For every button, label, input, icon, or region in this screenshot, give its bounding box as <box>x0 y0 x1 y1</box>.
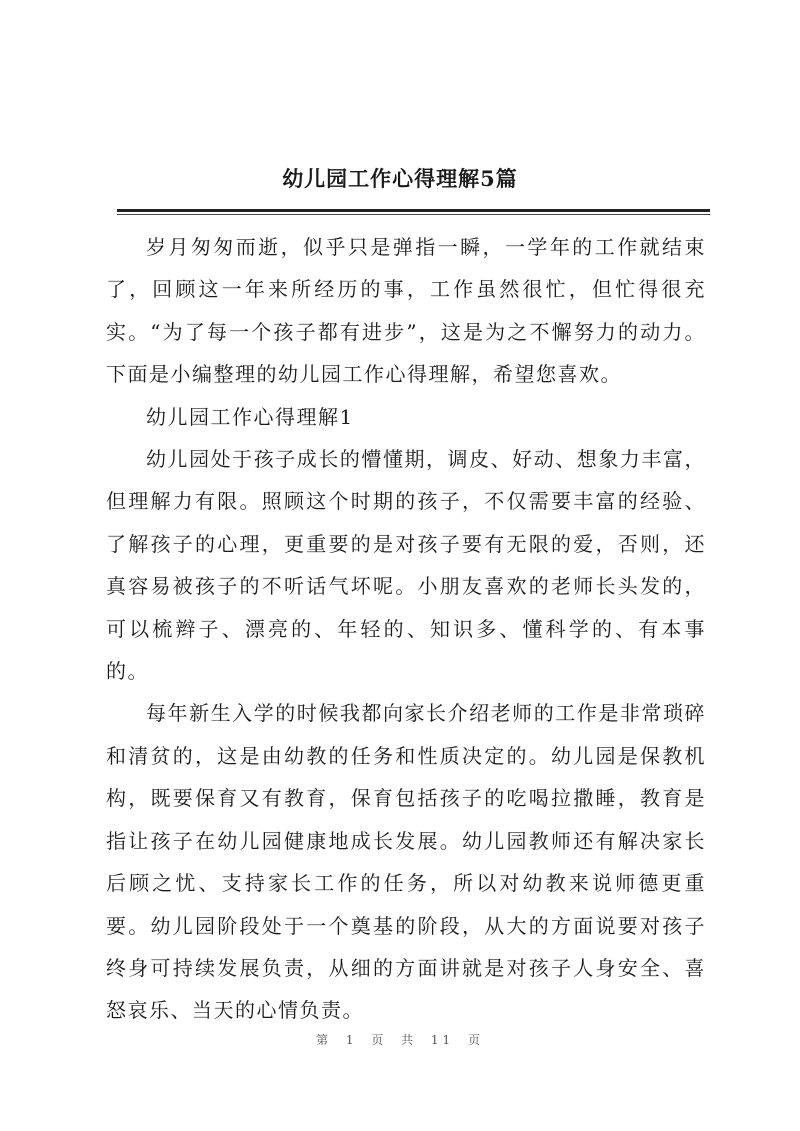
document-title: 幼儿园工作心得理解5篇 <box>282 166 518 191</box>
body-paragraph: 每年新生入学的时候我都向家长介绍老师的工作是非常琐碎和清贫的，这是由幼教的任务和性质决定的。幼儿园是保教机构，既要保育又有教育，保育包括孩子的吃喝拉撒睡，教育是指让孩子在幼儿园健康地成长发展。幼儿园教师还有解决家长后顾之忧、支持家长工作的任务，所以对幼教来说师德更重要。幼儿园阶段处于一个奠基的阶段，从大的方面说要对孩子终身可持续发展负责，从细的方面讲就是对孩子人身安全、喜怒哀乐、当天的心情负责。 <box>106 701 706 1023</box>
page-number: 第 1 页 共 11 页 <box>316 1033 484 1047</box>
body-paragraph: 幼儿园处于孩子成长的懵懂期，调皮、好动、想象力丰富，但理解力有限。照顾这个时期的孩子，不仅需要丰富的经验、了解孩子的心理，更重要的是对孩子要有无限的爱，否则，还真容易被孩子的不听话气坏呢。小朋友喜欢的老师长头发的，可以梳辫子、漂亮的、年轻的、知识多、懂科学的、有本事的。 <box>106 447 706 684</box>
section-heading: 幼儿园工作心得理解1 <box>146 404 354 429</box>
title-divider <box>117 209 710 212</box>
document-body <box>106 226 706 1032</box>
title-divider-thin <box>117 214 710 215</box>
intro-paragraph: 岁月匆匆而逝，似乎只是弹指一瞬，一学年的工作就结束了，回顾这一年来所经历的事，工作虽然很忙，但忙得很充实。“为了每一个孩子都有进步”，这是为之不懈努力的动力。下面是小编整理的幼儿园工作心得理解，希望您喜欢。 <box>106 235 706 387</box>
